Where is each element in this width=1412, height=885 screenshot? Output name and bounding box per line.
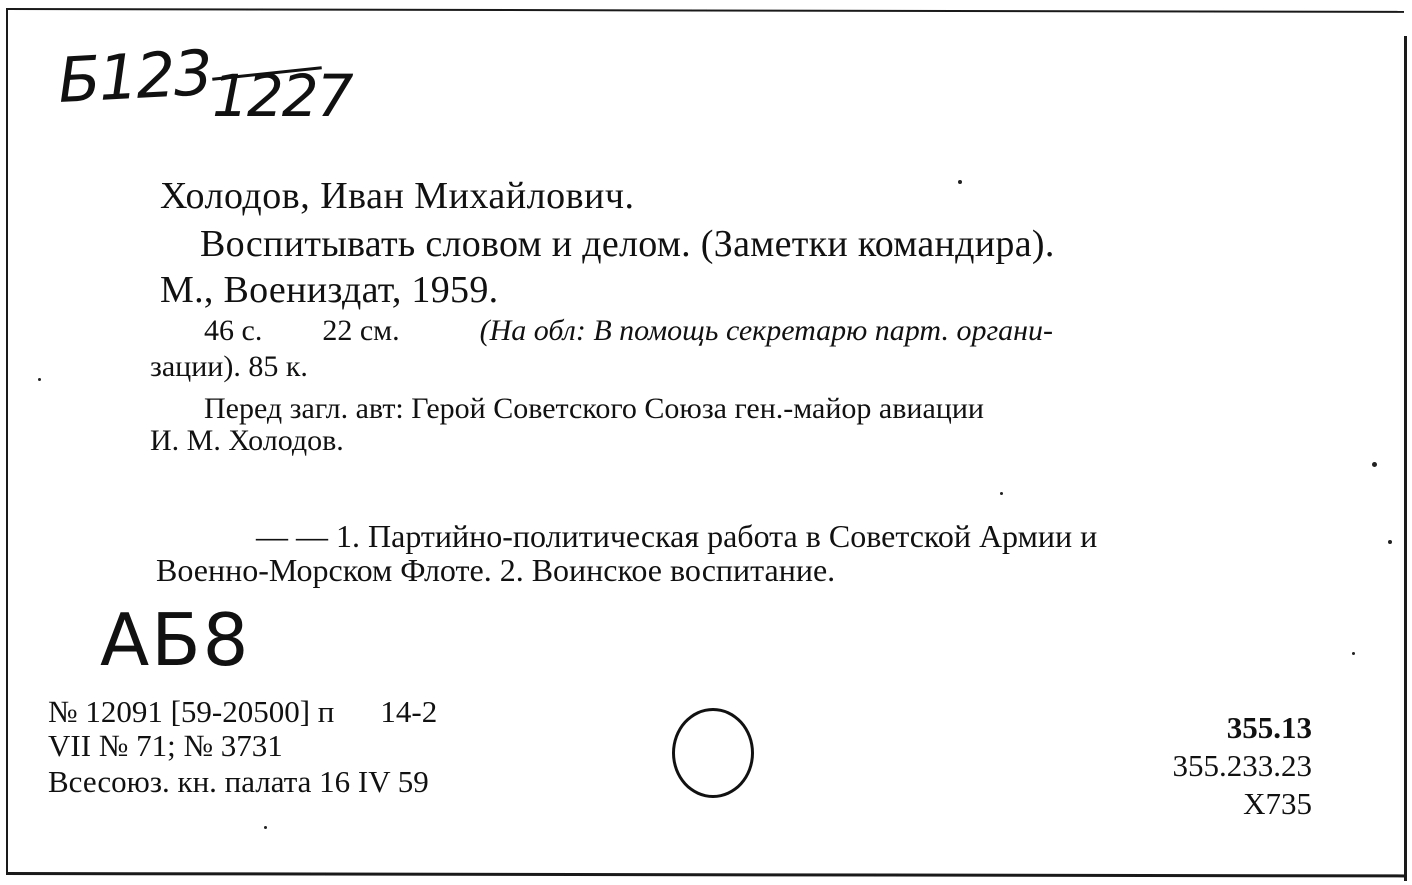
udc-primary: 355.13 bbox=[1226, 710, 1312, 745]
card-border-top bbox=[8, 8, 1404, 13]
ink-speck bbox=[1352, 652, 1355, 655]
collation-size: 22 см. bbox=[322, 314, 400, 347]
collation-line-2: зации). 85 к. bbox=[150, 350, 308, 383]
author-mark: Х735 bbox=[1243, 786, 1312, 821]
handwritten-location-code: АБ8 bbox=[100, 598, 251, 682]
title-line-1: Воспитывать словом и делом. (Заметки командира). bbox=[200, 223, 1055, 265]
ink-speck bbox=[38, 378, 41, 381]
card-border-right bbox=[1404, 36, 1407, 881]
registration-line-2: VII № 71; № 3731 bbox=[48, 728, 283, 763]
collation-line-1 bbox=[204, 314, 1053, 348]
udc-secondary: 355.233.23 bbox=[1172, 748, 1312, 783]
ink-speck bbox=[958, 180, 962, 184]
author-heading: Холодов, Иван Михайлович. bbox=[160, 175, 635, 217]
punch-hole-circle bbox=[672, 708, 754, 798]
handwritten-inventory-number: 1227 bbox=[212, 62, 352, 130]
subject-headings-line-1: — — 1. Партийно-политическая работа в Советской Армии и bbox=[256, 518, 1098, 554]
ink-speck bbox=[264, 826, 267, 829]
ink-speck bbox=[1388, 540, 1392, 544]
author-note-line-2: И. М. Холодов. bbox=[150, 424, 344, 457]
author-note-line-1: Перед загл. авт: Герой Советского Союза ген.-майор авиации bbox=[204, 392, 984, 425]
series-code: 14-2 bbox=[380, 694, 438, 729]
collation-pages: 46 с. bbox=[204, 314, 263, 347]
card-border-left bbox=[6, 8, 8, 874]
ink-speck bbox=[1000, 492, 1003, 495]
registration-line-3: Всесоюз. кн. палата 16 IV 59 bbox=[48, 764, 429, 799]
card-number: № 12091 [59-20500] п bbox=[48, 694, 335, 729]
subject-headings-line-2: Военно-Морском Флоте. 2. Воинское воспитание. bbox=[156, 552, 836, 588]
handwritten-shelf-mark: Б123 bbox=[56, 36, 213, 117]
registration-line-1 bbox=[48, 694, 437, 730]
ink-speck bbox=[1372, 462, 1377, 467]
imprint-line: М., Воениздат, 1959. bbox=[160, 269, 499, 311]
collation-note: (На обл: В помощь секретарю парт. органи- bbox=[479, 314, 1054, 347]
card-border-bottom bbox=[6, 872, 1406, 877]
